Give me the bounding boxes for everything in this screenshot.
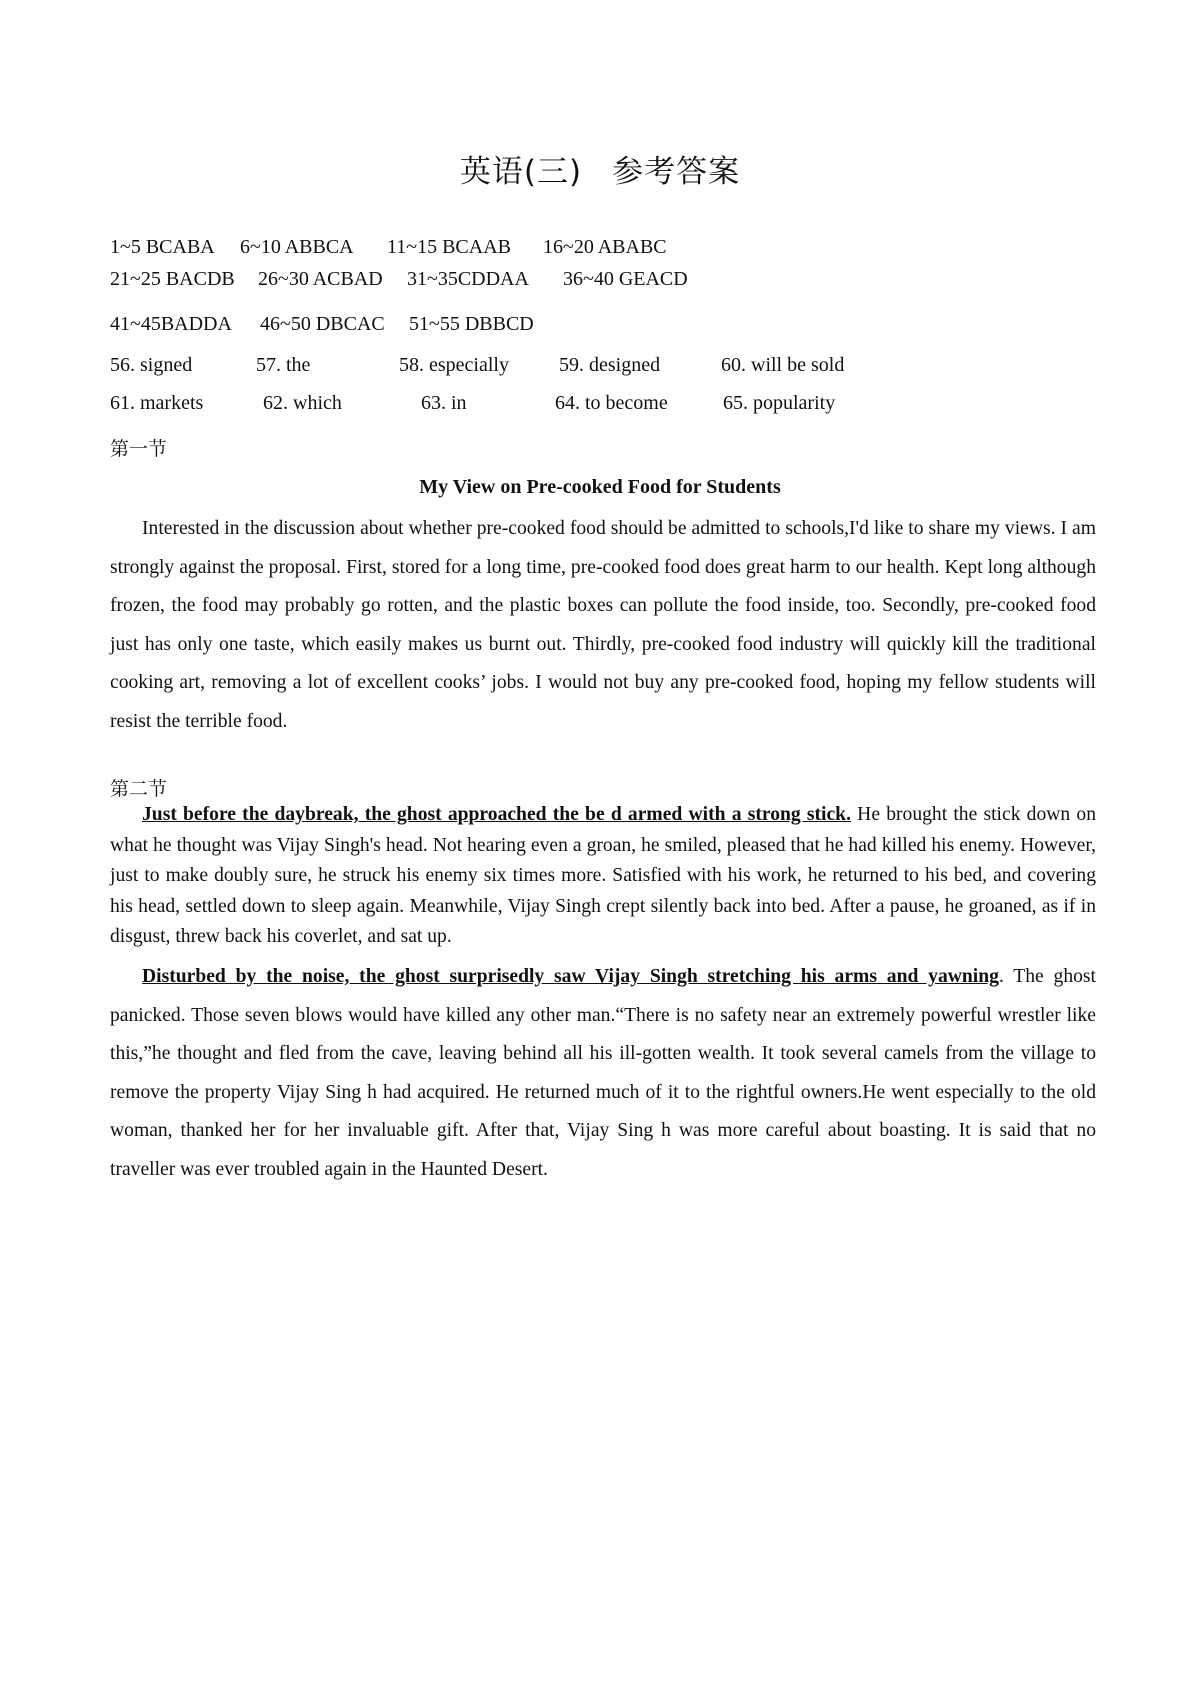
page-title (0, 146, 1200, 191)
answer-item: 58. especially (399, 354, 509, 376)
answer-group: 51~55 DBBCD (409, 313, 534, 335)
answer-item: 57. the (256, 354, 311, 376)
answer-group: 26~30 ACBAD (258, 268, 383, 290)
essay-paragraph (110, 510, 1096, 741)
answer-group: 46~50 DBCAC (260, 313, 385, 335)
continuation-paragraph (110, 800, 1096, 953)
essay-text: Interested in the discussion about whether pre-cooked food should be admitted to schools,I'd like to share my views. I am strongly against the proposal. First, stored for a long time, pre-cooked food does great harm to our health. Kept long although frozen, the food may probably go rotten, and the plastic boxes can pollute the food inside, too. Secondly, pre-cooked food just has only one taste, which easily makes us burnt out. Thirdly, pre-cooked food industry will quickly kill the traditional cooking art, removing a lot of excellent cooks’ jobs. I would not buy any pre-cooked food, hoping my fellow students will resist the terrible food. (110, 518, 1096, 732)
answer-group: 16~20 ABABC (543, 236, 667, 258)
paragraph-text: He brought the stick down on what he thought was Vijay Singh's head. Not hearing even a groan, he smiled, pleased that he had killed his enemy. However, just to make doubly sure, he struck his enemy six times more. Satisfied with his work, he returned to his bed, and covering his head, settled down to sleep again. Meanwhile, Vijay Singh crept silently back into bed. After a pause, he groaned, as if in disgust, threw back his coverlet, and sat up. (110, 804, 1097, 947)
answer-group: 11~15 BCAAB (387, 236, 511, 258)
given-sentence: Just before the daybreak, the ghost approached the be d armed with a strong stick. (142, 804, 851, 825)
answer-group: 1~5 BCABA (110, 236, 215, 258)
section-label: 第一节 (110, 438, 168, 460)
answer-item: 65. popularity (723, 392, 836, 414)
answer-group: 31~35CDDAA (407, 268, 529, 290)
answer-group: 36~40 GEACD (563, 268, 688, 290)
paragraph-text: . The ghost panicked. Those seven blows would have killed any other man.“There is no safety near an extremely powerful wrestler like this,”he thought and fled from the cave, leaving behind all his ill-gotten wealth. It took several camels from the village to remove the property Vijay Sing h had acquired. He returned much of it to the rightful owners.He went especially to the old woman, thanked her for her invaluable gift. After that, Vijay Sing h was more careful about boasting. It is said that no traveller was ever troubled again in the Haunted Desert. (110, 966, 1096, 1180)
given-sentence: Disturbed by the noise, the ghost surprisedly saw Vijay Singh stretching his arms and yawning (142, 966, 999, 987)
answer-item: 62. which (263, 392, 342, 414)
answer-item: 59. designed (559, 354, 661, 376)
answer-item: 56. signed (110, 354, 193, 376)
essay-title: My View on Pre-cooked Food for Students (419, 476, 781, 498)
answer-item: 64. to become (555, 392, 668, 414)
continuation-paragraph (110, 958, 1096, 1189)
answer-group: 41~45BADDA (110, 313, 232, 335)
answer-item: 60. will be sold (721, 354, 845, 376)
title-subject: 英语(三) (459, 154, 583, 190)
title-answer-key: 参考答案 (612, 154, 741, 190)
answer-item: 63. in (421, 392, 467, 414)
answer-group: 21~25 BACDB (110, 268, 235, 290)
answer-item: 61. markets (110, 392, 204, 414)
answer-group: 6~10 ABBCA (240, 236, 354, 258)
section-label: 第二节 (110, 778, 168, 800)
